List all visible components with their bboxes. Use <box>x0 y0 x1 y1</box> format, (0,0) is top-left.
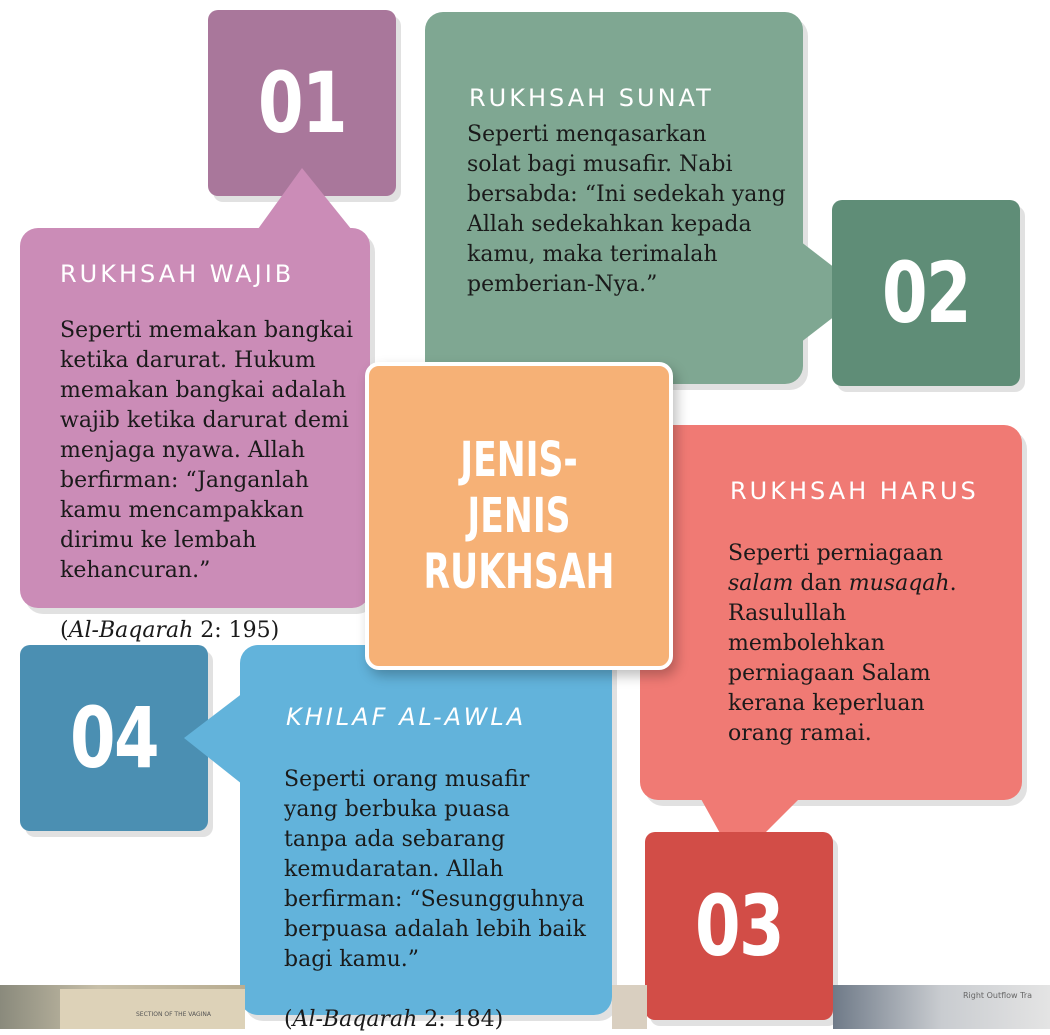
photo-right <box>833 985 1050 1029</box>
khilaf-al-awla-heading: KHILAF AL-AWLA <box>286 703 527 731</box>
rukhsah-wajib-description: Seperti memakan bangkai ketika darurat. Hukum memakan bangkai adalah wajib ketika darurat demi menjaga nyawa. Allah berfirman: “Janganlah kamu mencampakkan dirimu ke lembah kehancuran.” <box>60 318 353 583</box>
harus-text-b: dan <box>793 571 849 596</box>
rukhsah-sunat-text: Seperti menqasarkan solat bagi musafir. Nabi bersabda: “Ini sedekah yang Allah sedekahkan kepada kamu, maka terimalah pemberian-Nya.” <box>467 122 786 297</box>
rukhsah-harus-heading: RUKHSAH HARUS <box>730 477 979 505</box>
photo-middle <box>612 985 647 1029</box>
rukhsah-harus-text <box>728 509 1018 749</box>
harus-term-salam: salam <box>728 571 794 596</box>
harus-text-rest: Rasulullah membolehkan perniagaan Salam kerana keperluan orang ramai. <box>728 601 931 746</box>
number-04: 04 <box>69 689 159 787</box>
rukhsah-harus-card <box>640 425 1022 800</box>
harus-text-c: . <box>949 571 957 596</box>
photo-right-caption: Right Outflow Tra <box>963 991 1033 1000</box>
center-title-box <box>365 362 673 670</box>
harus-text-a: Seperti perniagaan <box>728 541 944 566</box>
number-03: 03 <box>694 877 784 975</box>
wajib-cite-source: Al-Baqarah <box>68 618 194 643</box>
center-title: JENIS-JENIS RUKHSAH <box>423 432 615 600</box>
khilaf-al-awla-card <box>240 645 612 1032</box>
number-01: 01 <box>257 54 347 152</box>
photo-strip <box>0 985 1050 1029</box>
khilaf-cite-ref: 2: 184) <box>417 1007 504 1032</box>
rukhsah-wajib-text <box>60 286 365 646</box>
photo-left-poster <box>60 989 245 1029</box>
rukhsah-sunat-card <box>425 12 803 384</box>
rukhsah-wajib-heading: RUKHSAH WAJIB <box>60 260 295 288</box>
number-02-box <box>832 200 1020 386</box>
rukhsah-wajib-card <box>20 228 370 643</box>
rukhsah-sunat-heading: RUKHSAH SUNAT <box>469 84 714 112</box>
khilaf-cite-source: Al-Baqarah <box>292 1007 418 1032</box>
harus-term-musaqah: musaqah <box>848 571 950 596</box>
rukhsah-wajib-citation: (Al-Baqarah 2: 195) <box>60 618 280 643</box>
wajib-cite-ref: 2: 195) <box>193 618 280 643</box>
khilaf-description: Seperti orang musafir yang berbuka puasa tanpa ada sebarang kemudaratan. Allah berfirman: “Sesungguhnya berpuasa adalah lebih baik bagi kamu.” <box>284 767 586 972</box>
photo-left-caption: SECTION OF THE VAGINA <box>136 1011 212 1018</box>
number-02: 02 <box>881 244 971 342</box>
khilaf-citation: (Al-Baqarah 2: 184) <box>284 1007 504 1032</box>
